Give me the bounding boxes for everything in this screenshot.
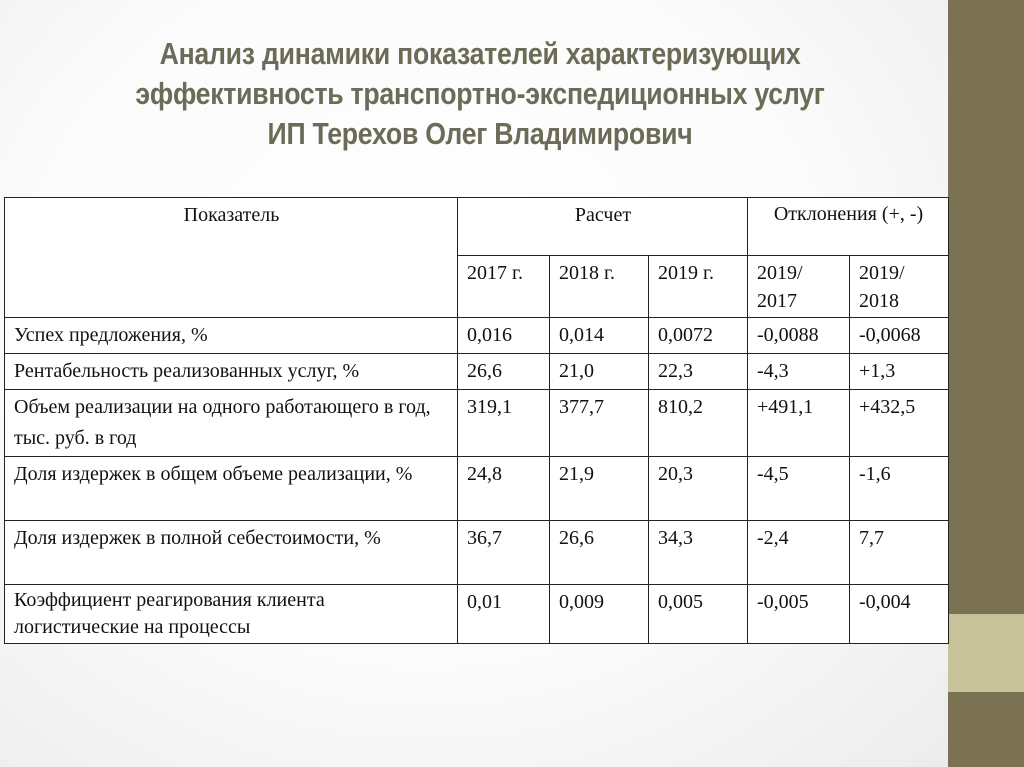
cell-2019: 22,3: [649, 354, 748, 390]
cell-dev-2018: -0,0068: [850, 318, 949, 354]
header-calc: Расчет: [458, 198, 748, 256]
header-year-2018: 2018 г.: [550, 256, 649, 318]
cell-2018: 377,7: [550, 390, 649, 457]
cell-2018: 21,0: [550, 354, 649, 390]
cell-2017: 0,016: [458, 318, 550, 354]
header-deviation: Отклонения (+, -): [748, 198, 949, 256]
table-row: [5, 585, 949, 644]
header-year-2017: 2017 г.: [458, 256, 550, 318]
header-dev-2019-2018: 2019/ 2018: [850, 256, 949, 318]
indicators-table: [4, 197, 949, 644]
cell-2017: 319,1: [458, 390, 550, 457]
side-bar-top: [948, 0, 1024, 614]
cell-2019: 34,3: [649, 521, 748, 585]
table-row: [5, 457, 949, 521]
side-bar-middle: [948, 614, 1024, 692]
cell-dev-2018: +1,3: [850, 354, 949, 390]
row-label: Доля издержек в полной себестоимости, %: [5, 521, 458, 585]
header-indicator: Показатель: [5, 198, 458, 318]
row-label: Рентабельность реализованных услуг, %: [5, 354, 458, 390]
cell-2019: 0,0072: [649, 318, 748, 354]
cell-2018: 0,009: [550, 585, 649, 644]
cell-2019: 810,2: [649, 390, 748, 457]
header-year-2019: 2019 г.: [649, 256, 748, 318]
cell-2017: 26,6: [458, 354, 550, 390]
cell-2018: 0,014: [550, 318, 649, 354]
cell-dev-2017: -2,4: [748, 521, 850, 585]
table-row: [5, 521, 949, 585]
cell-dev-2018: 7,7: [850, 521, 949, 585]
row-label: Успех предложения, %: [5, 318, 458, 354]
cell-dev-2017: +491,1: [748, 390, 850, 457]
cell-2019: 20,3: [649, 457, 748, 521]
cell-2017: 36,7: [458, 521, 550, 585]
row-label: Доля издержек в общем объеме реализации, %: [5, 457, 458, 521]
cell-dev-2017: -0,0088: [748, 318, 850, 354]
cell-dev-2017: -4,5: [748, 457, 850, 521]
cell-dev-2018: -1,6: [850, 457, 949, 521]
cell-2018: 21,9: [550, 457, 649, 521]
cell-2017: 24,8: [458, 457, 550, 521]
cell-2018: 26,6: [550, 521, 649, 585]
cell-dev-2018: +432,5: [850, 390, 949, 457]
cell-2019: 0,005: [649, 585, 748, 644]
table-row: [5, 354, 949, 390]
title-line-3: ИП Терехов Олег Владимирович: [267, 116, 693, 151]
cell-2017: 0,01: [458, 585, 550, 644]
row-label: Коэффициент реагирования клиента логистические на процессы: [5, 585, 458, 644]
header-dev-2019-2017: 2019/ 2017: [748, 256, 850, 318]
cell-dev-2017: -0,005: [748, 585, 850, 644]
row-label: Объем реализации на одного работающего в год, тыс. руб. в год: [5, 390, 458, 457]
title-line-2: эффективность транспортно-экспедиционных услуг: [135, 76, 825, 111]
table-header-row: [5, 198, 949, 256]
cell-dev-2017: -4,3: [748, 354, 850, 390]
side-bar-bottom: [948, 692, 1024, 767]
table-row: [5, 318, 949, 354]
title-line-1: Анализ динамики показателей характеризующих: [159, 36, 801, 71]
table-row: [5, 390, 949, 457]
cell-dev-2018: -0,004: [850, 585, 949, 644]
slide-title: [84, 34, 875, 154]
